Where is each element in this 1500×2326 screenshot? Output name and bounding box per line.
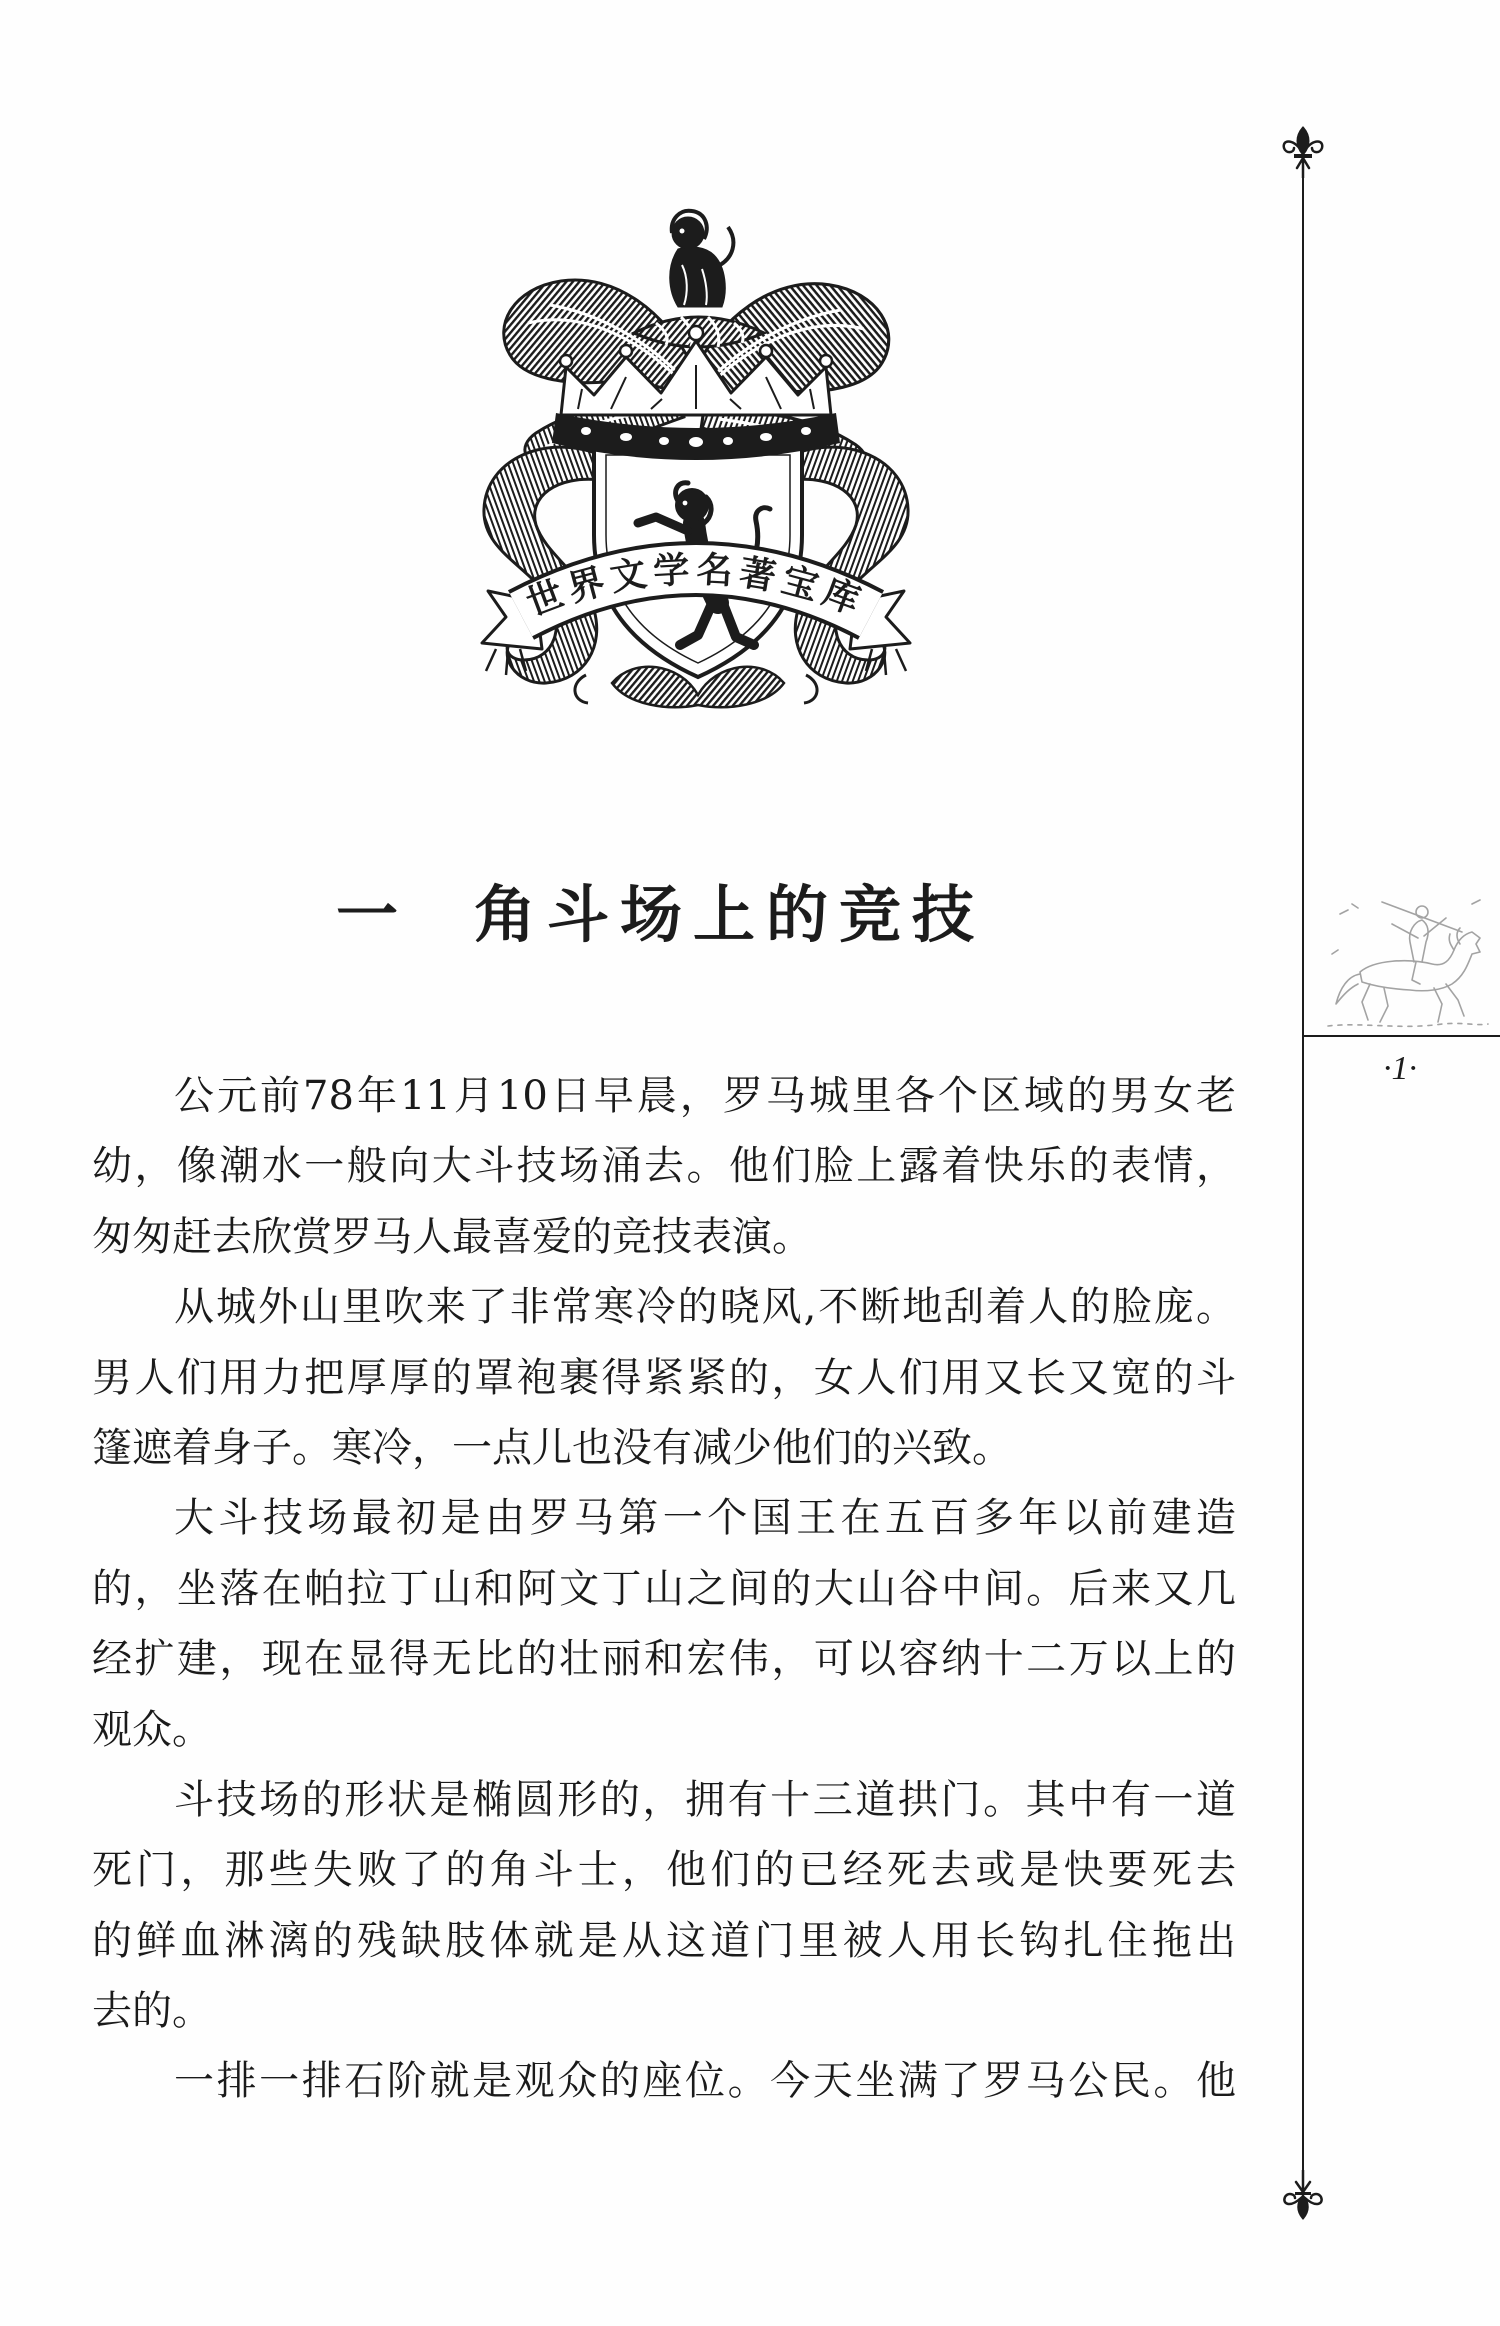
body-line: 幼，像潮水一般向大斗技场涌去。他们脸上露着快乐的表情， [92,1143,1236,1190]
paragraph [92,2046,1236,2116]
body-text [92,1061,1236,2117]
paragraph [92,1272,1236,1483]
banner-text: 世界文学名著宝库 [520,548,872,625]
chapter-number: 一 [336,878,399,951]
paragraph [92,1765,1236,2047]
body-line: 男人们用力把厚厚的罩袍裹得紧紧的，女人们用又长又宽的斗 [92,1354,1236,1401]
body-line: 死门，那些失败了的角斗士，他们的已经死去或是快要死去 [92,1847,1236,1894]
fleur-de-lis-icon [1280,126,1326,178]
body-line: 篷遮着身子。寒冷，一点儿也没有减少他们的兴致。 [92,1424,1012,1471]
fleuron-icon [1280,2170,1326,2222]
paragraph [92,1061,1236,1272]
heraldic-crest-icon [466,205,926,715]
body-line: 从城外山里吹来了非常寒冷的晓风,不断地刮着人的脸庞。 [174,1284,1236,1331]
page-number: ·1· [1383,1050,1417,1087]
body-line: 观众。 [92,1706,212,1753]
paragraph [92,1483,1236,1765]
body-line: 匆匆赶去欣赏罗马人最喜爱的竞技表演。 [92,1213,812,1260]
chapter-title: 角斗场上的竞技 [474,878,986,951]
horseman-sketch-icon [1322,884,1492,1034]
body-line: 公元前78年11月10日早晨，罗马城里各个区域的男女老 [174,1073,1236,1119]
crest-lion-icon [670,211,734,307]
body-line: 去的。 [92,1988,212,2035]
margin-rule-branch [1303,1035,1500,1037]
body-line: 一排一排石阶就是观众的座位。今天坐满了罗马公民。他 [174,2058,1236,2105]
body-line: 的鲜血淋漓的残缺肢体就是从这道门里被人用长钩扎住拖出 [92,1917,1236,1964]
body-line: 的，坐落在帕拉丁山和阿文丁山之间的大山谷中间。后来又几 [92,1565,1236,1612]
margin-rule [1302,176,1304,2172]
body-line: 大斗技场最初是由罗马第一个国王在五百多年以前建造 [174,1495,1236,1542]
body-line: 经扩建，现在显得无比的壮丽和宏伟，可以容纳十二万以上的 [92,1636,1236,1683]
body-line: 斗技场的形状是椭圆形的，拥有十三道拱门。其中有一道 [174,1776,1236,1823]
